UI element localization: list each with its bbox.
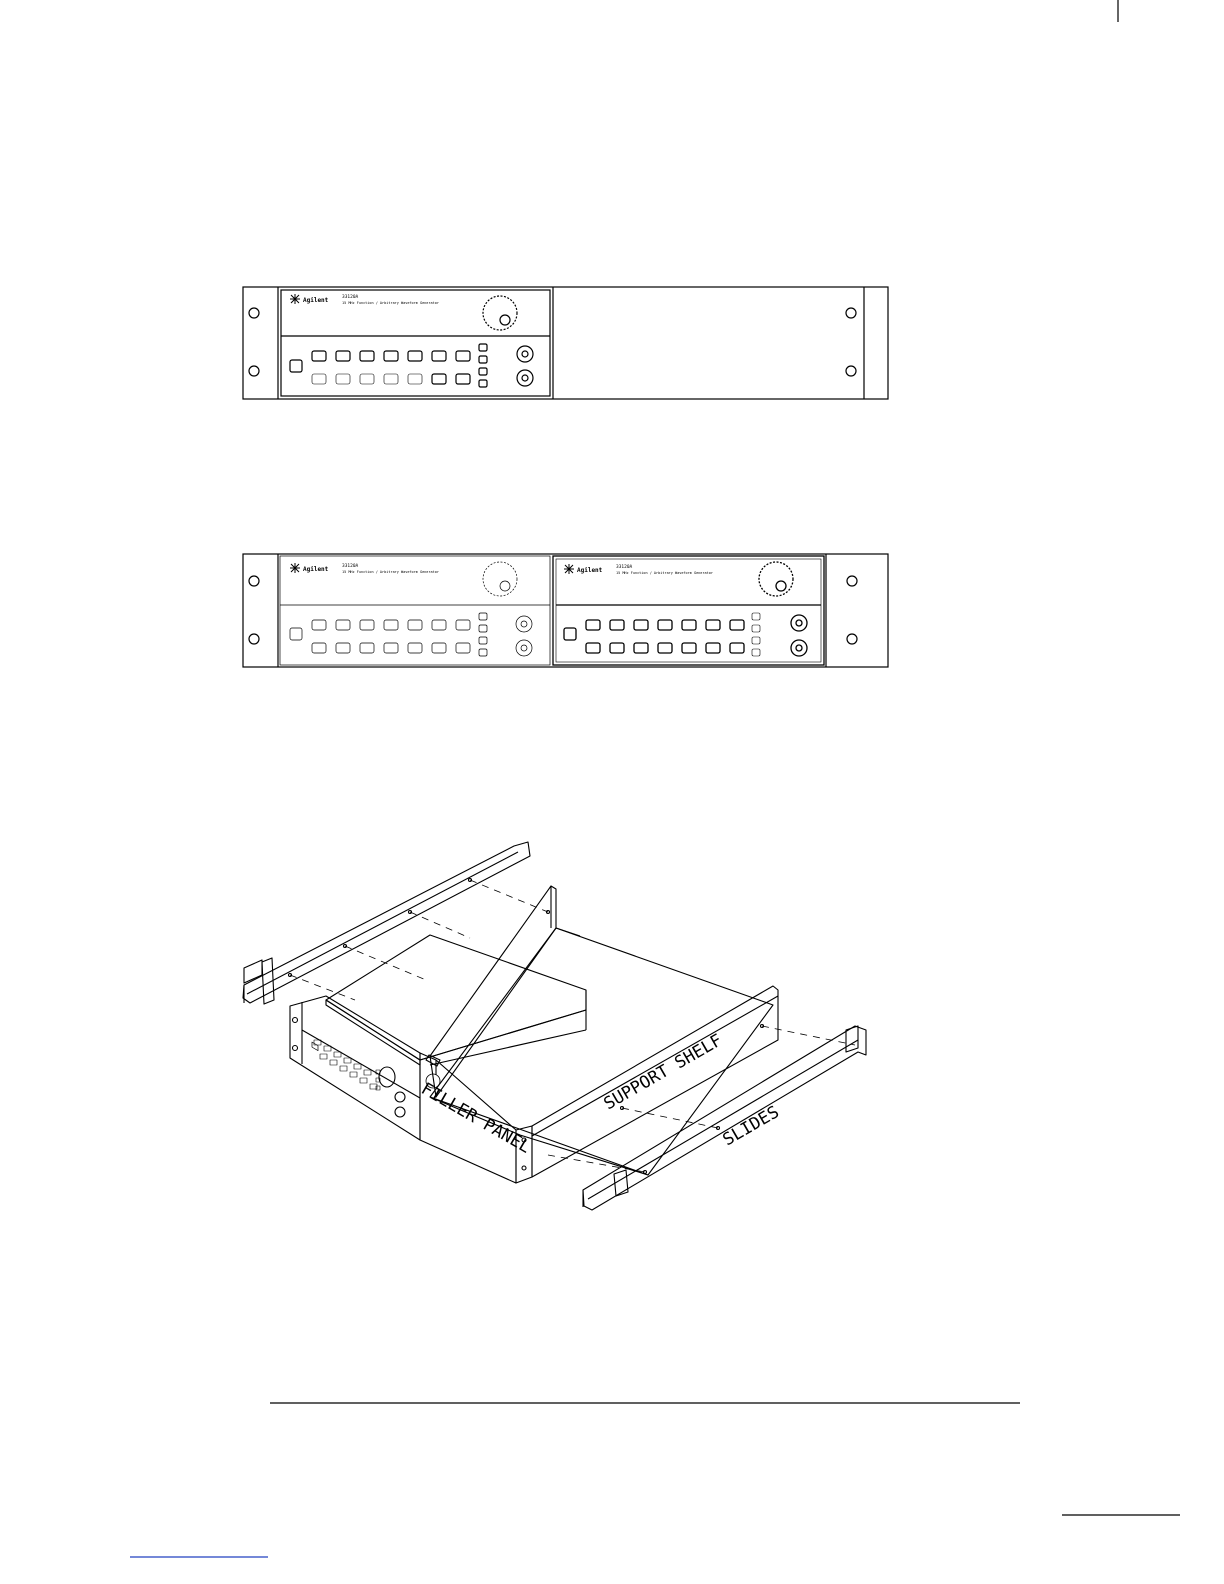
mount-hole-icon (847, 634, 857, 644)
rack-frame (243, 287, 888, 399)
power-button-icon (290, 360, 302, 372)
unit2-right-logo (564, 564, 713, 575)
bnc-connector-icon (516, 640, 532, 656)
bnc-connector-icon (791, 640, 807, 656)
unit2-left-logo (290, 563, 439, 574)
mount-hole-icon (293, 1046, 298, 1051)
support-shelf-label: SUPPORT SHELF (600, 1030, 726, 1115)
mount-hole-icon (249, 308, 259, 318)
power-button-icon (564, 628, 576, 640)
mount-hole-icon (846, 366, 856, 376)
unit2-left-brand: Agilent (303, 566, 329, 573)
bnc-connector-icon (395, 1092, 405, 1102)
slides-label: SLIDES (719, 1102, 783, 1151)
knob-icon (483, 296, 517, 330)
unit2-left-model: 33120A (342, 564, 359, 569)
slide-rail-right (583, 1026, 866, 1210)
rack-figure-single (243, 287, 888, 399)
instrument-front-3d (290, 996, 420, 1140)
unit1-description: 15 MHz Function / Arbitrary Waveform Generator (342, 301, 439, 305)
keypad-row-bottom (312, 374, 470, 384)
mount-hole-icon (249, 576, 259, 586)
unit2-right-description: 15 MHz Function / Arbitrary Waveform Generator (616, 571, 713, 575)
bnc-connector-icon (517, 346, 533, 362)
unit2-left-description: 15 MHz Function / Arbitrary Waveform Generator (342, 570, 439, 574)
rack-shelf-isometric (243, 842, 866, 1210)
mount-hole-icon (846, 308, 856, 318)
mount-hole-icon (293, 1018, 298, 1023)
mount-hole-icon (249, 366, 259, 376)
unit1-model: 33120A (342, 295, 359, 300)
bnc-connector-icon (517, 370, 533, 386)
agilent-spark-icon (290, 294, 300, 304)
agilent-spark-icon (564, 564, 574, 574)
mount-hole-icon (249, 634, 259, 644)
knob-icon (483, 562, 517, 596)
power-button-icon (290, 628, 302, 640)
shelf-left-wall (430, 886, 556, 1097)
agilent-spark-icon (290, 563, 300, 573)
mount-hole-icon (522, 1166, 526, 1170)
instrument-body-3d (326, 935, 586, 1065)
unit1-brand: Agilent (303, 297, 329, 304)
rack-figure-dual (243, 554, 888, 667)
knob-icon (759, 562, 793, 596)
unit2-right-brand: Agilent (577, 567, 603, 574)
unit1-logo (290, 294, 439, 305)
slide-rail-left (243, 842, 530, 1004)
unit2-right-model: 33120A (616, 565, 633, 570)
knob-icon (379, 1067, 395, 1087)
keypad-row-top (312, 351, 470, 361)
mount-hole-icon (847, 576, 857, 586)
bnc-connector-icon (395, 1107, 405, 1117)
keypad-3d (314, 1040, 380, 1090)
arrow-keys (479, 344, 487, 387)
bnc-connector-icon (791, 615, 807, 631)
filler-panel-label: FILLER PANEL (417, 1079, 534, 1158)
bnc-connector-icon (516, 616, 532, 632)
